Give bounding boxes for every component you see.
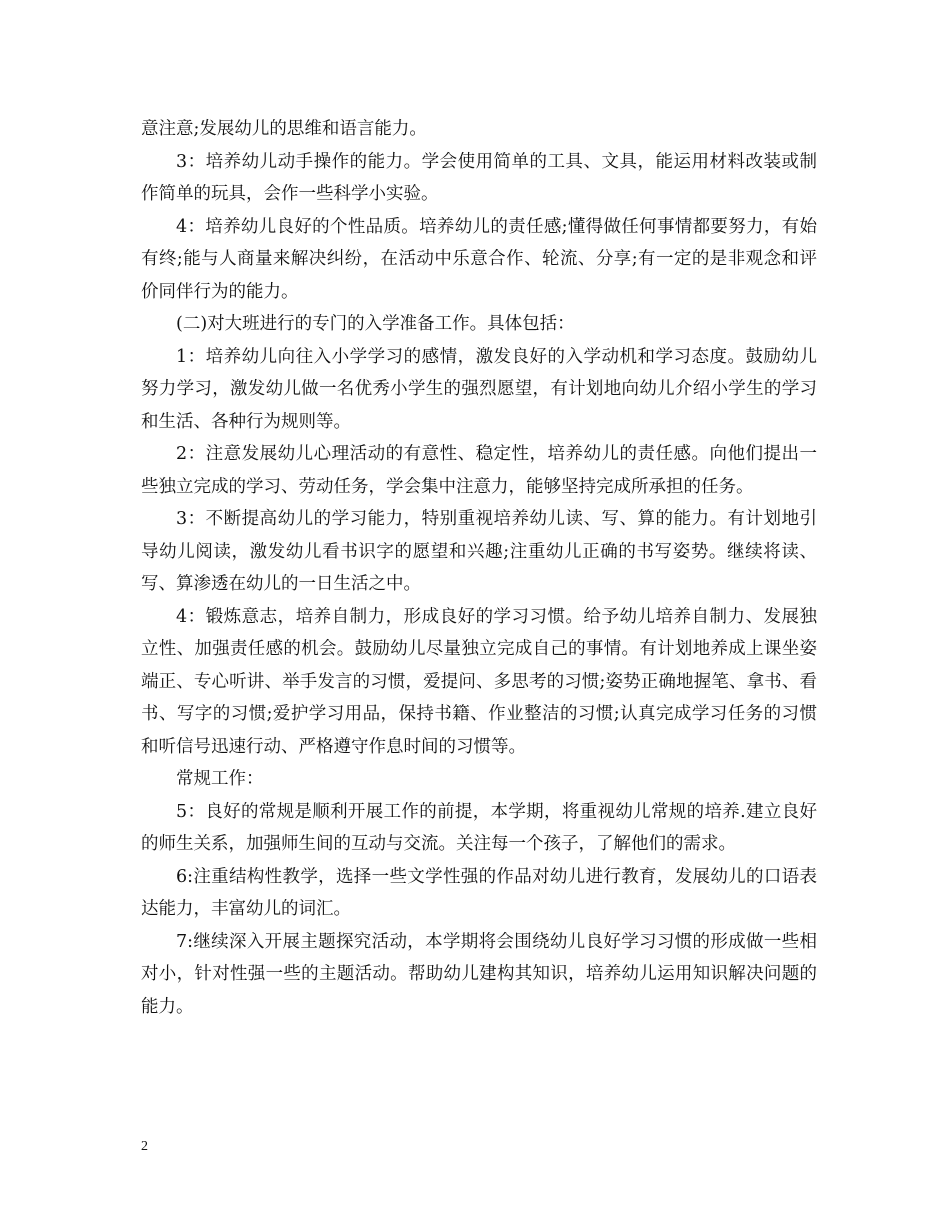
paragraph-continuation: 意注意;发展幼儿的思维和语言能力。 (141, 119, 427, 139)
paragraph-item-3-learning-ability: 3：不断提高幼儿的学习能力，特别重视培养幼儿读、写、算的能力。有计划地引导幼儿阅读，激发幼儿看书识字的愿望和兴趣;注重幼儿正确的书写姿势。继续将读、写、算渗透在幼儿的一日生活之中。 (141, 509, 817, 594)
paragraph-item-4-character: 4：培养幼儿良好的个性品质。培养幼儿的责任感;懂得做任何事情都要努力，有始有终;能与人商量来解决纠纷，在活动中乐意合作、轮流、分享;有一定的是非观念和评价同伴行为的能力。 (141, 216, 817, 302)
paragraph-item-3-hands-on: 3：培养幼儿动手操作的能力。学会使用简单的工具、文具，能运用材料改装或制作简单的玩具，会作一些科学小实验。 (141, 151, 817, 204)
paragraph-item-7-themes: 7:继续深入开展主题探究活动，本学期将会围绕幼儿良好学习习惯的形成做一些相对小，针对性强一些的主题活动。帮助幼儿建构其知识，培养幼儿运用知识解决问题的能力。 (141, 931, 817, 1017)
paragraph-item-5-routine: 5：良好的常规是顺利开展工作的前提，本学期，将重视幼儿常规的培养.建立良好的师生关系，加强师生间的互动与交流。关注每一个孩子，了解他们的需求。 (141, 801, 817, 854)
paragraph-item-6-teaching: 6:注重结构性教学，选择一些文学性强的作品对幼儿进行教育，发展幼儿的口语表达能力，丰富幼儿的词汇。 (141, 866, 817, 919)
paragraph-item-1-school-readiness: 1：培养幼儿向往入小学学习的感情，激发良好的入学动机和学习态度。鼓励幼儿努力学习，激发幼儿做一名优秀小学生的强烈愿望，有计划地向幼儿介绍小学生的学习和生活、各种行为规则等。 (141, 346, 817, 432)
paragraph-routine-heading: 常规工作： (176, 769, 264, 789)
page-number: 2 (141, 1139, 148, 1154)
paragraph-item-2-attention: 2：注意发展幼儿心理活动的有意性、稳定性，培养幼儿的责任感。向他们提出一些独立完成的学习、劳动任务，学会集中注意力，能够坚持完成所承担的任务。 (141, 444, 817, 497)
paragraph-section-heading-2: (二)对大班进行的专门的入学准备工作。具体包括： (176, 314, 575, 334)
paragraph-item-4-habits: 4：锻炼意志，培养自制力，形成良好的学习习惯。给予幼儿培养自制力、发展独立性、加强责任感的机会。鼓励幼儿尽量独立完成自己的事情。有计划地养成上课坐姿端正、专心听讲、举手发言的习惯，爱提问、多思考的习惯;姿势正确地握笔、拿书、看书、写字的习惯;爱护学习用品，保持书籍、作业整洁的习惯;认真完成学习任务的习惯和听信号迅速行动、严格遵守作息时间的习惯等。 (141, 606, 817, 757)
document-body (141, 113, 817, 1023)
